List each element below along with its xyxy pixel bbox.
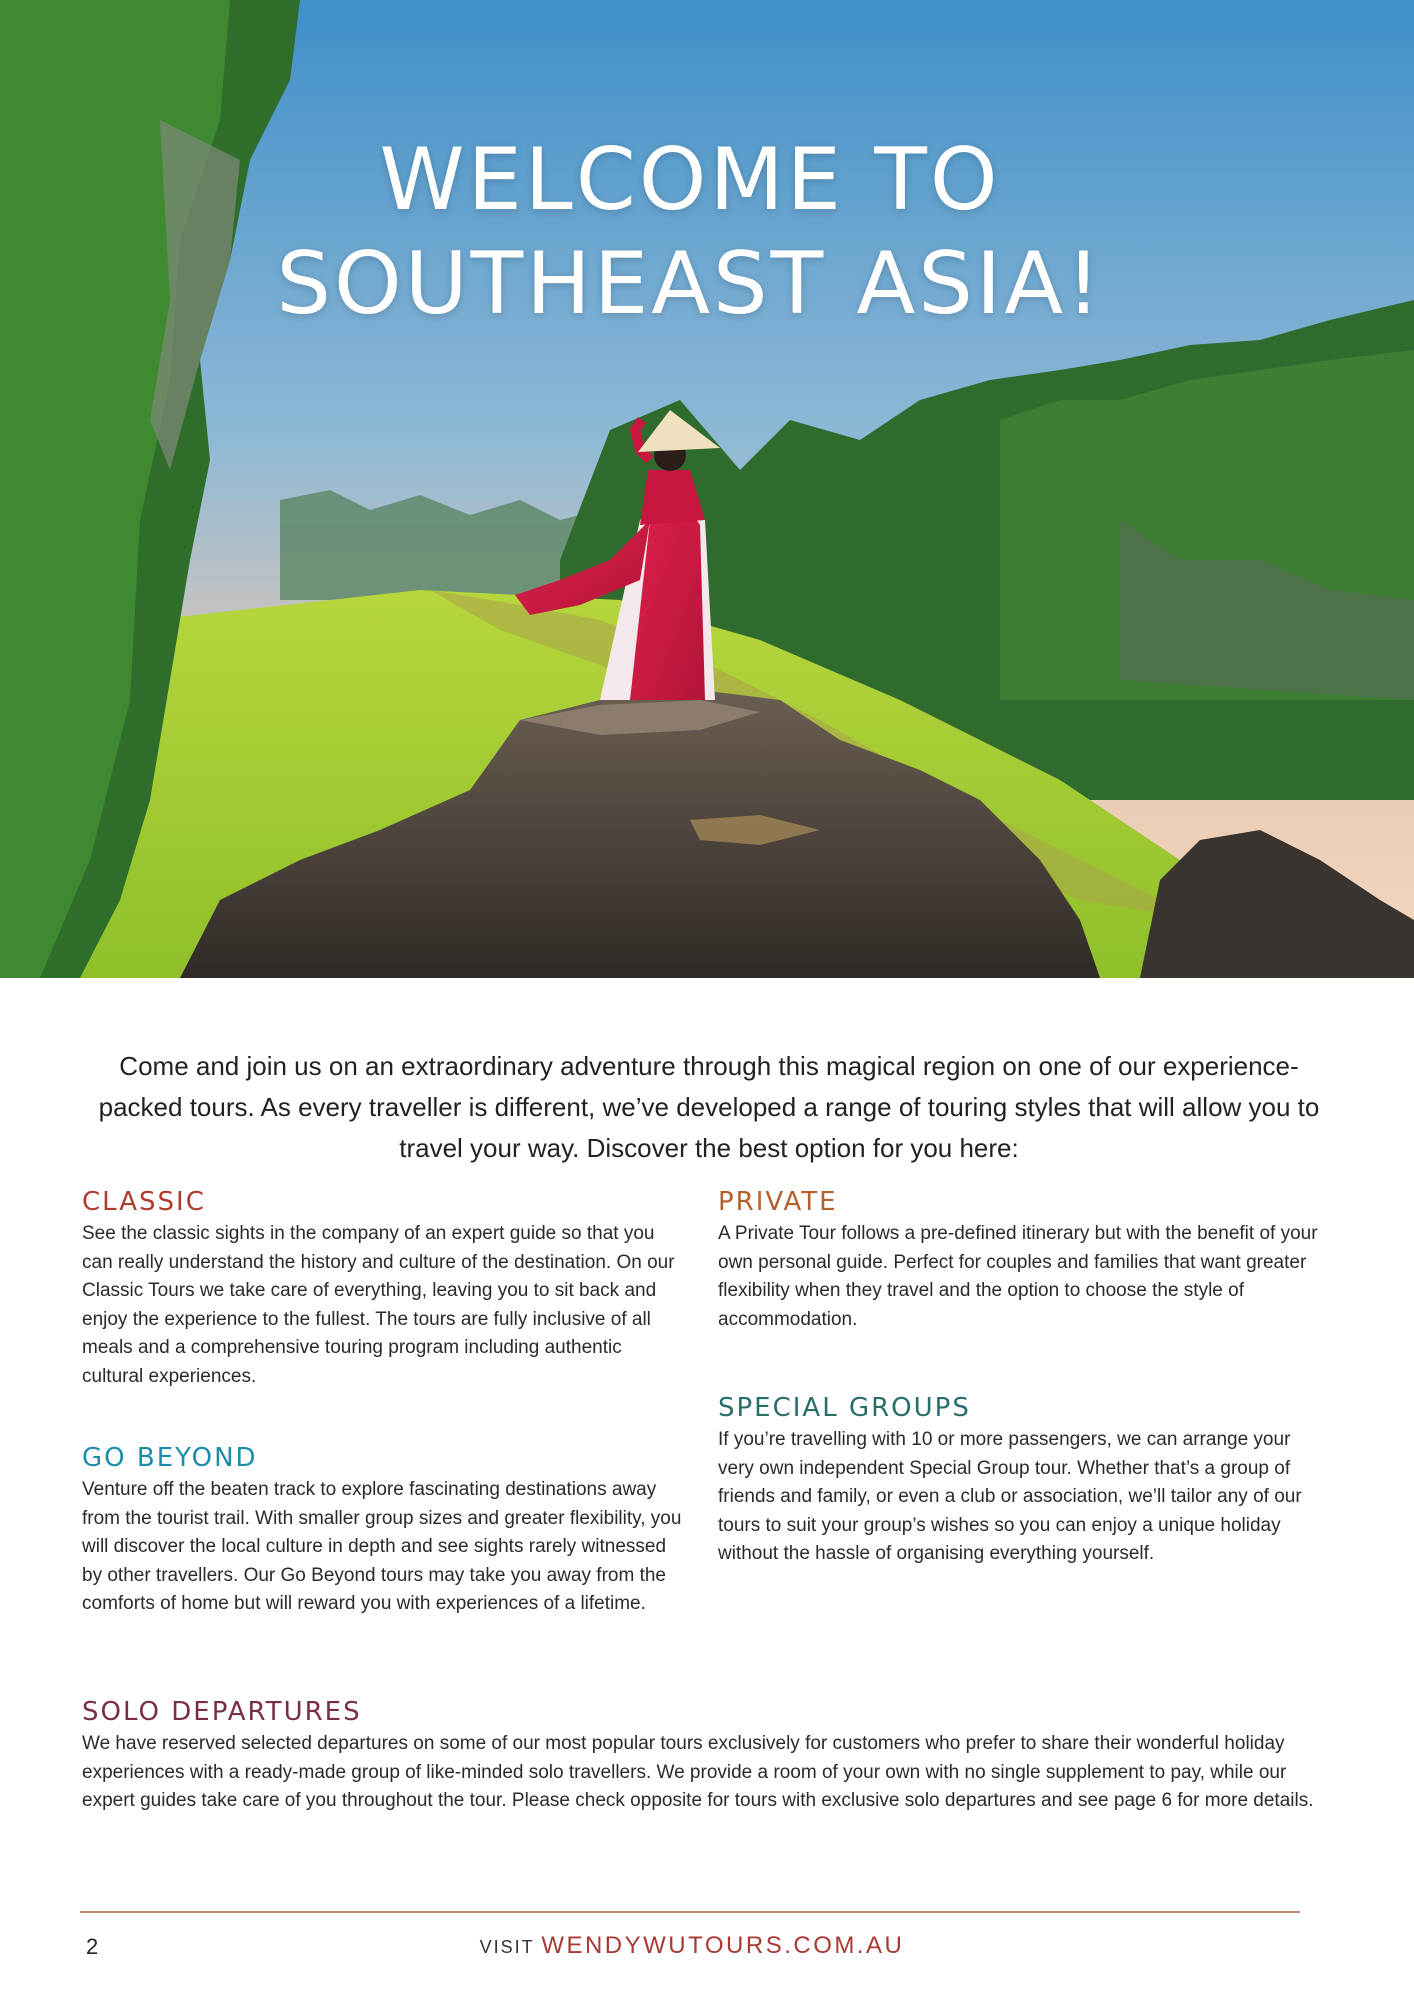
section-classic: [82, 1186, 682, 1391]
section-solo-departures: [82, 1696, 1322, 1816]
private-body: A Private Tour follows a pre-defined itinerary but with the benefit of your own personal guide. Perfect for couples and families that want greater flexibility when they travel and the option to choose the style of accommodation.: [718, 1223, 1318, 1330]
solo-body: We have reserved selected departures on some of our most popular tours exclusively for customers who prefer to share their wonderful holiday experiences with a ready-made group of like-minded solo travellers. We provide a room of your own with no single supplement to pay, while our expert guides take care of you throughout the tour. Please check opposite for tours with exclusive solo departures and see page 6 for more details.: [82, 1733, 1314, 1811]
classic-heading: CLASSIC: [82, 1187, 206, 1217]
footer-divider: [80, 1911, 1300, 1913]
private-heading: PRIVATE: [718, 1187, 838, 1217]
page-number: 2: [86, 1934, 99, 1959]
visit-label: VISIT: [479, 1937, 535, 1957]
footer-visit: [0, 1932, 1384, 1960]
section-go-beyond: [82, 1442, 682, 1619]
special-groups-body: If you’re travelling with 10 or more passengers, we can arrange your very own independent Special Group tour. Whether that’s a group of friends and family, or even a club or association, we’ll tailor any of our tours to suit your group’s wishes so you can enjoy a unique holiday without the hassle of organising everything yourself.: [718, 1429, 1302, 1564]
hero-photo: [0, 0, 1414, 978]
hero-title-line-1: WELCOME TO: [379, 130, 1001, 230]
go-beyond-heading: GO BEYOND: [82, 1443, 258, 1473]
special-groups-heading: SPECIAL GROUPS: [718, 1393, 971, 1423]
hero-title: [0, 128, 1380, 336]
section-special-groups: [718, 1392, 1318, 1569]
website-link[interactable]: WENDYWUTOURS.COM.AU: [541, 1932, 905, 1959]
classic-body: See the classic sights in the company of an expert guide so that you can really understand the history and culture of the destination. On our Classic Tours we take care of everything, leaving you to sit back and enjoy the experience to the fullest. The tours are fully inclusive of all meals and a comprehensive touring program including authentic cultural experiences.: [82, 1223, 675, 1387]
hero-title-line-2: SOUTHEAST ASIA!: [276, 234, 1104, 334]
go-beyond-body: Venture off the beaten track to explore fascinating destinations away from the tourist trail. With smaller group sizes and greater flexibility, you will discover the local culture in depth and see sights rarely witnessed by other travellers. Our Go Beyond tours may take you away from the comforts of home but will reward you with experiences of a lifetime.: [82, 1479, 682, 1614]
section-private: [718, 1186, 1318, 1334]
intro-paragraph: Come and join us on an extraordinary adventure through this magical region on one of our experience-packed tours. As every traveller is different, we’ve developed a range of touring styles that will allow you to travel your way. Discover the best option for you here:: [98, 1051, 1320, 1163]
solo-heading: SOLO DEPARTURES: [82, 1697, 362, 1727]
